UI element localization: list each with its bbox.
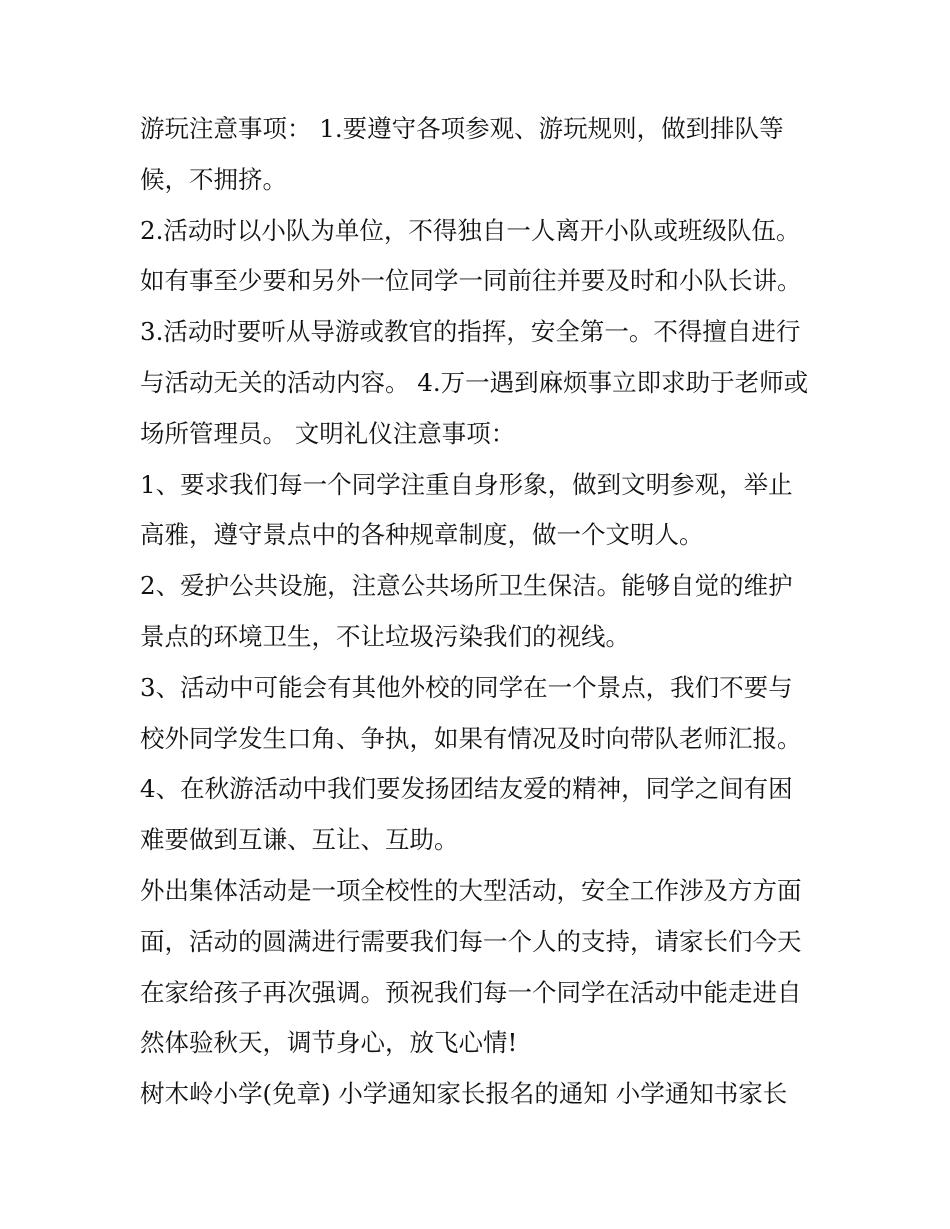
text-line: 难要做到互谦、互让、互助。 [140, 825, 459, 855]
text-line: 外出集体活动是一项全校性的大型活动，安全工作涉及方方面 [140, 875, 802, 905]
text-line: 景点的环境卫生，不让垃圾污染我们的视线。 [140, 621, 630, 651]
text-line: 2、爱护公共设施，注意公共场所卫生保洁。能够自觉的维护 [140, 571, 793, 601]
text-line: 校外同学发生口角、争执，如果有情况及时向带队老师汇报。 [140, 723, 802, 753]
text-line: 3、活动中可能会有其他外校的同学在一个景点，我们不要与 [140, 672, 793, 702]
text-line: 高雅，遵守景点中的各种规章制度，做一个文明人。 [140, 520, 704, 550]
text-line: 1、要求我们每一个同学注重自身形象，做到文明参观，举止 [140, 469, 793, 499]
text-line: 候，不拥挤。 [140, 164, 287, 194]
document-body [140, 104, 820, 1120]
text-line: 与活动无关的活动内容。 4.万一遇到麻烦事立即求助于老师或 [140, 367, 809, 397]
text-line: 场所管理员。 文明礼仪注意事项： [140, 418, 516, 448]
text-line: 然体验秋天，调节身心，放飞心情! [140, 1028, 518, 1058]
text-line: 如有事至少要和另外一位同学一同前往并要及时和小队长讲。 [140, 266, 802, 296]
text-line: 3.活动时要听从导游或教官的指挥，安全第一。不得擅自进行 [140, 317, 801, 347]
text-line: 4、在秋游活动中我们要发扬团结友爱的精神，同学之间有困 [140, 774, 793, 804]
text-line: 游玩注意事项： 1.要遵守各项参观、游玩规则，做到排队等 [140, 114, 784, 143]
text-line: 在家给孩子再次强调。预祝我们每一个同学在活动中能走进自 [140, 977, 802, 1007]
text-line: 树木岭小学(免章) 小学通知家长报名的通知 小学通知书家长 [140, 1079, 788, 1109]
text-line: 2.活动时以小队为单位，不得独自一人离开小队或班级队伍。 [140, 215, 801, 245]
text-line: 面，活动的圆满进行需要我们每一个人的支持，请家长们今天 [140, 926, 802, 956]
